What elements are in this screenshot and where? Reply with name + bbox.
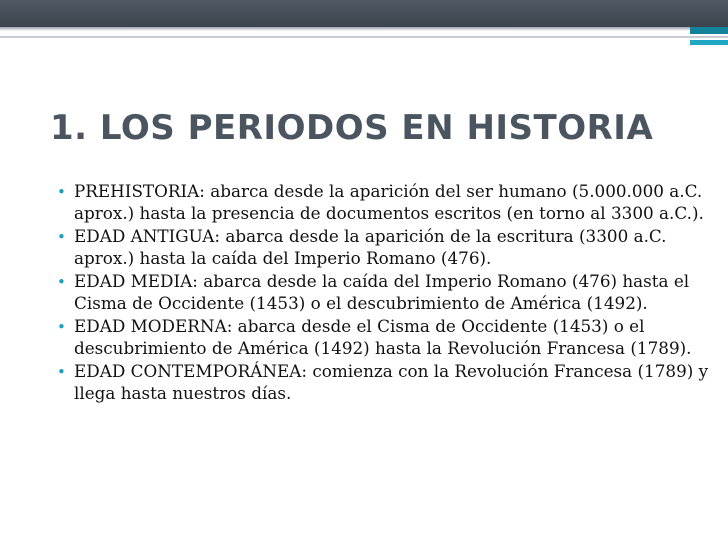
bullet-icon: • bbox=[57, 183, 66, 201]
bullet-item-edad-media bbox=[52, 270, 722, 314]
bullet-item-edad-antigua bbox=[52, 225, 722, 269]
bullet-item-edad-contemporanea bbox=[52, 360, 722, 404]
header-shadow bbox=[0, 27, 728, 31]
bullet-icon: • bbox=[57, 318, 66, 336]
bullet-icon: • bbox=[57, 228, 66, 246]
bullet-icon: • bbox=[57, 363, 66, 381]
bullet-icon: • bbox=[57, 273, 66, 291]
slide-title: 1. LOS PERIODOS EN HISTORIA bbox=[50, 108, 654, 148]
accent-line bbox=[690, 40, 728, 45]
top-header-band bbox=[0, 0, 728, 27]
bullet-item-prehistoria bbox=[52, 180, 722, 224]
bullet-list bbox=[52, 180, 722, 405]
header-divider-line bbox=[0, 36, 728, 38]
bullet-text: PREHISTORIA: abarca desde la aparición del ser humano (5.000.000 a.C. aprox.) hasta la presencia de documentos escritos (en torno al 3300 a.C.). bbox=[74, 181, 704, 223]
bullet-text: EDAD CONTEMPORÁNEA: comienza con la Revolución Francesa (1789) y llega hasta nuestros días. bbox=[74, 361, 709, 403]
bullet-text: EDAD ANTIGUA: abarca desde la aparición de la escritura (3300 a.C. aprox.) hasta la caída del Imperio Romano (476). bbox=[74, 226, 667, 268]
bullet-text: EDAD MODERNA: abarca desde el Cisma de Occidente (1453) o el descubrimiento de América (1492) hasta la Revolución Francesa (1789). bbox=[74, 316, 692, 358]
accent-stub bbox=[690, 27, 728, 34]
bullet-item-edad-moderna bbox=[52, 315, 722, 359]
bullet-text: EDAD MEDIA: abarca desde la caída del Imperio Romano (476) hasta el Cisma de Occidente (1453) o el descubrimiento de América (1492). bbox=[74, 271, 690, 313]
